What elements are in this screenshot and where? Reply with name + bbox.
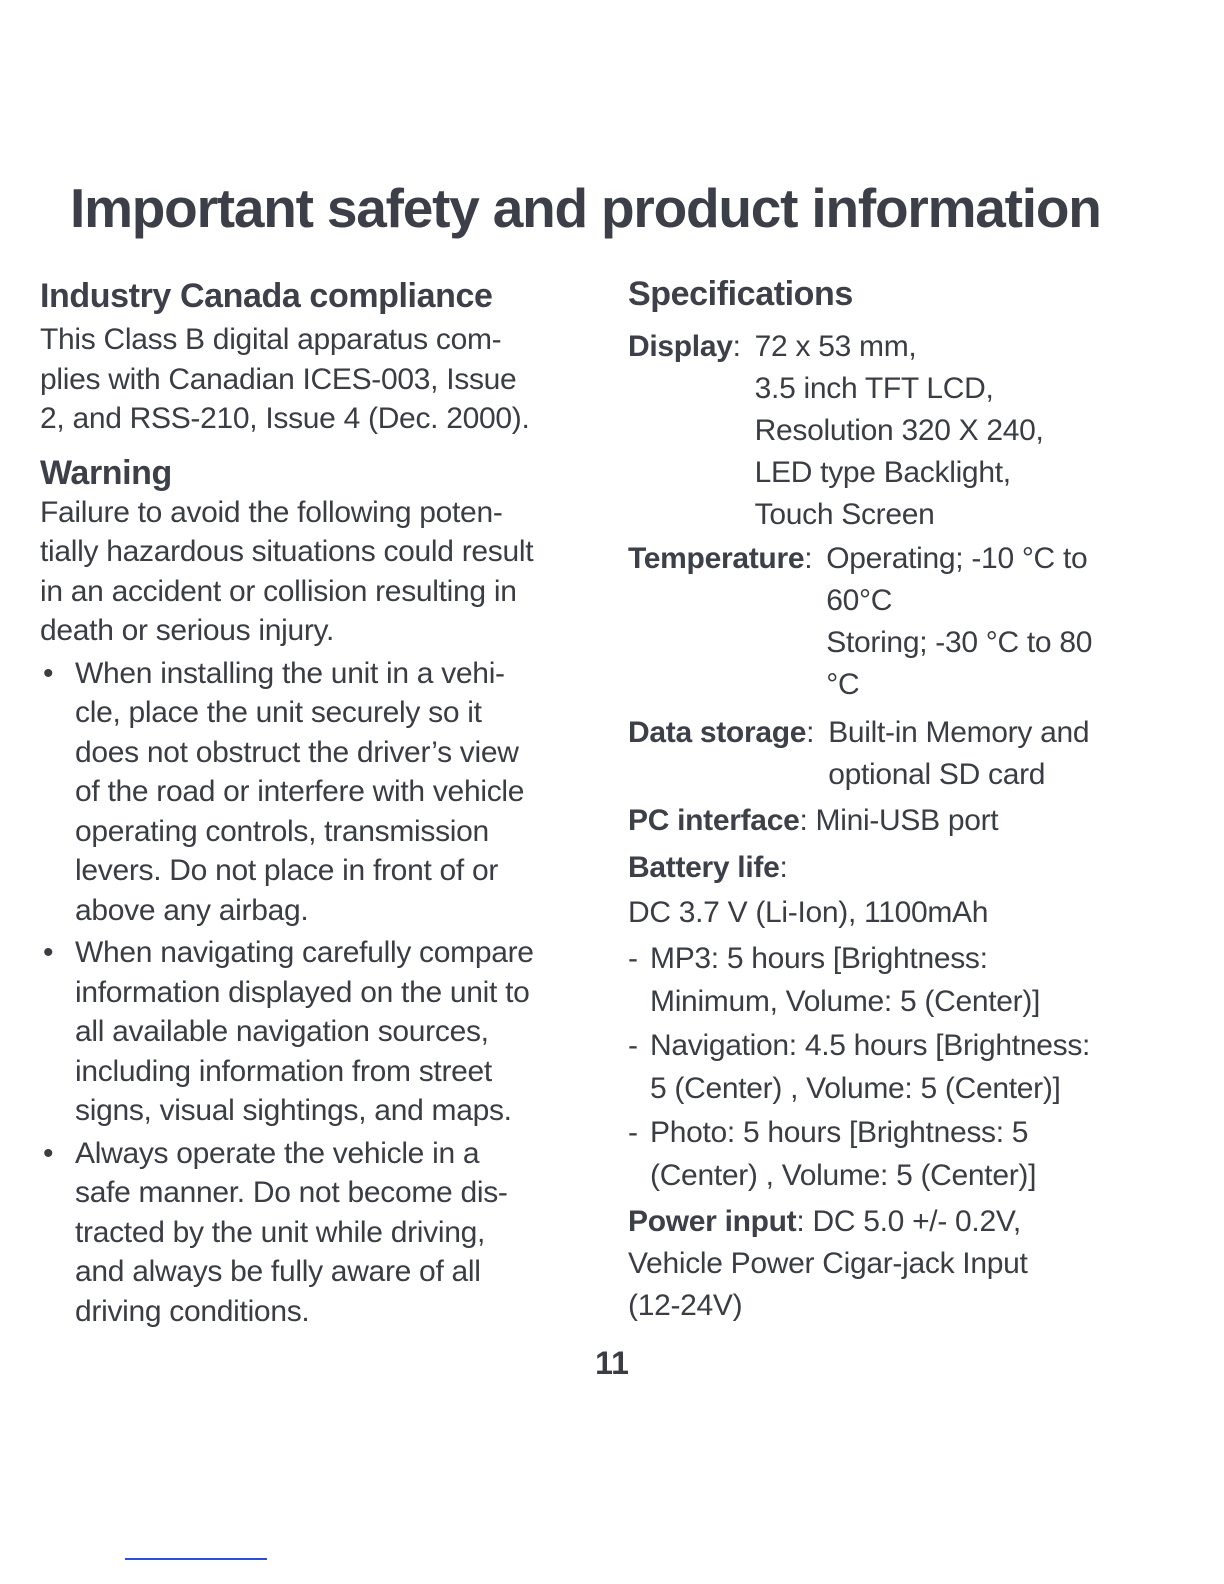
footer-link-underline[interactable]	[125, 1558, 267, 1560]
left-column	[40, 272, 605, 1331]
specifications-heading: Specifications	[628, 275, 853, 313]
bullet-line: operating controls, transmission	[75, 814, 489, 848]
warning-paragraph	[40, 493, 605, 651]
spec-label: Display	[628, 330, 733, 363]
colon: :	[796, 1205, 805, 1238]
list-item	[40, 654, 605, 931]
paragraph-line: Failure to avoid the following poten-	[40, 495, 503, 529]
bullet-line: signs, visual sightings, and maps.	[75, 1094, 512, 1127]
bullet-line: When navigating carefully compare	[75, 936, 534, 969]
list-item	[628, 1024, 1188, 1110]
list-item	[628, 937, 1188, 1023]
list-line: (Center) , Volume: 5 (Center)]	[650, 1159, 1037, 1192]
bullet-line: When installing the unit in a vehi-	[75, 656, 505, 690]
colon: :	[806, 716, 815, 749]
spec-line: LED type Backlight,	[754, 456, 1011, 489]
spec-label: Battery life	[628, 851, 780, 884]
dash-marker: -	[628, 1029, 638, 1062]
spec-value	[826, 538, 1092, 706]
list-line: 5 (Center) , Volume: 5 (Center)]	[650, 1072, 1061, 1105]
list-line: Navigation: 4.5 hours [Brightness:	[650, 1029, 1091, 1062]
bullet-line: tracted by the unit while driving,	[75, 1215, 486, 1249]
bullet-line: above any airbag.	[75, 893, 309, 927]
spec-line: optional SD card	[828, 758, 1046, 791]
spec-label: Power input	[628, 1205, 797, 1238]
spec-value	[828, 712, 1089, 796]
spec-label: Temperature	[628, 542, 805, 575]
spec-display	[628, 326, 1188, 536]
page-number: 11	[595, 1345, 629, 1381]
spec-line: Resolution 320 X 240,	[754, 414, 1044, 447]
paragraph-line: tially hazardous situations could result	[40, 535, 534, 568]
colon: :	[732, 330, 741, 363]
list-item	[40, 1134, 605, 1332]
spec-line: Built-in Memory and	[828, 716, 1090, 749]
list-item	[628, 1111, 1188, 1197]
spec-line: 72 x 53 mm,	[754, 330, 917, 363]
bullet-icon: •	[43, 1136, 54, 1170]
bullet-line: all available navigation sources,	[75, 1015, 489, 1048]
list-item	[40, 933, 605, 1131]
spec-value	[755, 326, 1044, 536]
paragraph-line: plies with Canadian ICES-003, Issue	[40, 362, 517, 396]
page-title: Important safety and product information	[70, 177, 1101, 239]
paragraph-line: 2, and RSS-210, Issue 4 (Dec. 2000).	[40, 402, 530, 435]
spec-line: Mini-USB port	[815, 804, 999, 837]
bullet-icon: •	[43, 936, 54, 969]
colon: :	[799, 804, 808, 837]
list-line: MP3: 5 hours [Brightness:	[650, 942, 988, 975]
bullet-line: Always operate the vehicle in a	[75, 1136, 480, 1170]
spec-line: Operating; -10 °C to	[826, 542, 1088, 575]
spec-line: DC 5.0 +/- 0.2V,	[812, 1205, 1021, 1238]
bullet-line: levers. Do not place in front of or	[75, 854, 499, 887]
paragraph-line: in an accident or collision resulting in	[40, 574, 517, 608]
bullet-line: of the road or interfere with vehicle	[75, 775, 525, 808]
spec-label: PC interface	[628, 804, 800, 837]
spec-line: (12-24V)	[628, 1289, 743, 1322]
colon: :	[804, 542, 813, 575]
spec-temperature	[628, 538, 1188, 706]
spec-line: 60°C	[826, 584, 893, 617]
paragraph-line: This Class B digital apparatus com-	[40, 323, 502, 356]
bullet-line: safe manner. Do not become dis-	[75, 1176, 508, 1209]
spec-battery-life-label	[628, 846, 1188, 890]
spec-value	[816, 800, 999, 842]
dash-marker: -	[628, 942, 638, 975]
spec-line: °C	[826, 668, 860, 701]
list-line: Photo: 5 hours [Brightness: 5	[650, 1116, 1029, 1149]
spec-line: 3.5 inch TFT LCD,	[754, 372, 994, 405]
bullet-line: information displayed on the unit to	[75, 975, 530, 1009]
list-line: Minimum, Volume: 5 (Center)]	[650, 985, 1041, 1018]
industry-canada-paragraph	[40, 320, 605, 439]
bullet-line: driving conditions.	[75, 1294, 310, 1328]
spec-battery-value: DC 3.7 V (Li-Ion), 1100mAh	[628, 896, 989, 929]
industry-canada-heading: Industry Canada compliance	[40, 277, 493, 315]
spec-power-input	[628, 1201, 1188, 1327]
paragraph-line: death or serious injury.	[40, 614, 335, 647]
bullet-line: cle, place the unit securely so it	[75, 696, 482, 729]
spec-line: Vehicle Power Cigar-jack Input	[628, 1247, 1028, 1280]
spec-line: Touch Screen	[754, 498, 935, 531]
right-column	[628, 272, 1188, 1327]
bullet-line: including information from street	[75, 1054, 492, 1088]
spec-data-storage	[628, 712, 1188, 796]
bullet-line: and always be fully aware of all	[75, 1255, 481, 1288]
warning-bullet-list	[40, 654, 605, 1332]
bullet-icon: •	[43, 656, 54, 690]
battery-mode-list	[628, 937, 1188, 1197]
colon: :	[779, 851, 788, 884]
bullet-line: does not obstruct the driver’s view	[75, 735, 519, 769]
spec-pc-interface	[628, 800, 1188, 842]
spec-line: Storing; -30 °C to 80	[826, 626, 1093, 659]
warning-heading: Warning	[40, 453, 172, 492]
dash-marker: -	[628, 1116, 638, 1149]
spec-label: Data storage	[628, 716, 807, 749]
